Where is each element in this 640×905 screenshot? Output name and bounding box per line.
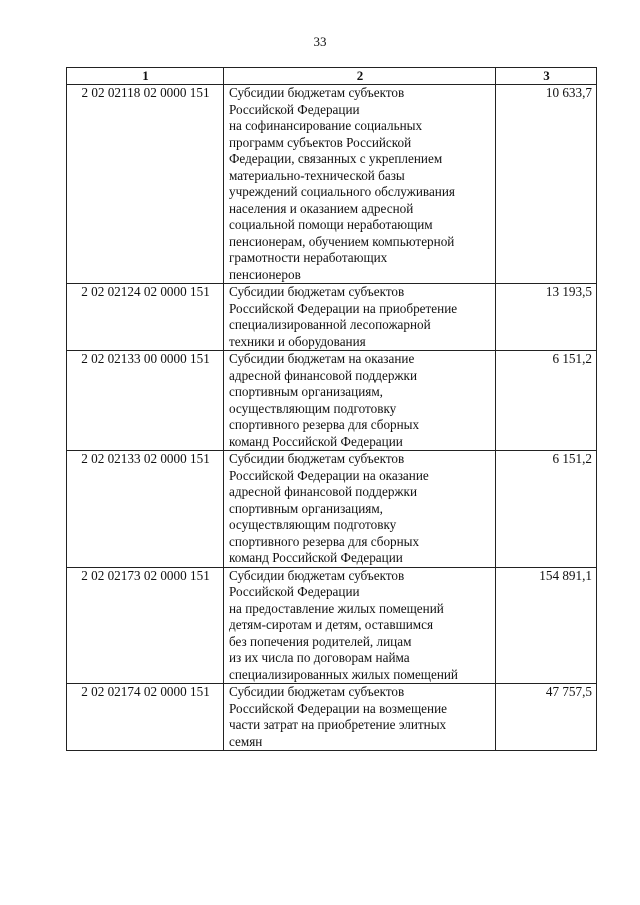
- row-amount: 10 633,7: [496, 85, 597, 284]
- row-code: 2 02 02124 02 0000 151: [67, 284, 224, 351]
- row-amount: 154 891,1: [496, 567, 597, 684]
- row-code: 2 02 02133 00 0000 151: [67, 351, 224, 451]
- row-name: Субсидии бюджетам субъектов Российской Федерации на возмещение части затрат на приобретение элитных семян: [224, 684, 496, 751]
- row-name: Субсидии бюджетам субъектов Российской Федерации на оказание адресной финансовой поддержки спортивным организациям, осуществляющим подготовку спортивного резерва для сборных команд Российской Федерации: [224, 451, 496, 568]
- row-amount: 13 193,5: [496, 284, 597, 351]
- row-name: Субсидии бюджетам субъектов Российской Федерации на приобретение специализированной лесопожарной техники и оборудования: [224, 284, 496, 351]
- table-row: [67, 451, 597, 568]
- row-amount: 6 151,2: [496, 351, 597, 451]
- column-header-amount: 3: [496, 68, 597, 85]
- row-code: 2 02 02133 02 0000 151: [67, 451, 224, 568]
- table-header: [67, 68, 597, 85]
- budget-table: [66, 67, 597, 751]
- row-code: 2 02 02173 02 0000 151: [67, 567, 224, 684]
- row-code: 2 02 02118 02 0000 151: [67, 85, 224, 284]
- column-header-name: 2: [224, 68, 496, 85]
- table-row: [67, 684, 597, 751]
- table-row: [67, 351, 597, 451]
- row-name: Субсидии бюджетам субъектов Российской Федерации на софинансирование социальных программ субъектов Российской Федерации, связанных с укреплением материально-технической базы учреждений социального обслуживания населения и оказанием адресной социальной помощи неработающим пенсионерам, обучением компьютерной грамотности неработающих пенсионеров: [224, 85, 496, 284]
- row-name: Субсидии бюджетам на оказание адресной финансовой поддержки спортивным организациям, осуществляющим подготовку спортивного резерва для сборных команд Российской Федерации: [224, 351, 496, 451]
- table-row: [67, 567, 597, 684]
- table-body: [67, 85, 597, 751]
- row-code: 2 02 02174 02 0000 151: [67, 684, 224, 751]
- row-name: Субсидии бюджетам субъектов Российской Федерации на предоставление жилых помещений детям-сиротам и детям, оставшимся без попечения родителей, лицам из их числа по договорам найма специализированных жилых помещений: [224, 567, 496, 684]
- row-amount: 6 151,2: [496, 451, 597, 568]
- column-header-code: 1: [67, 68, 224, 85]
- table-row: [67, 85, 597, 284]
- header-row: [67, 68, 597, 85]
- row-amount: 47 757,5: [496, 684, 597, 751]
- page-number: 33: [313, 34, 327, 49]
- table-row: [67, 284, 597, 351]
